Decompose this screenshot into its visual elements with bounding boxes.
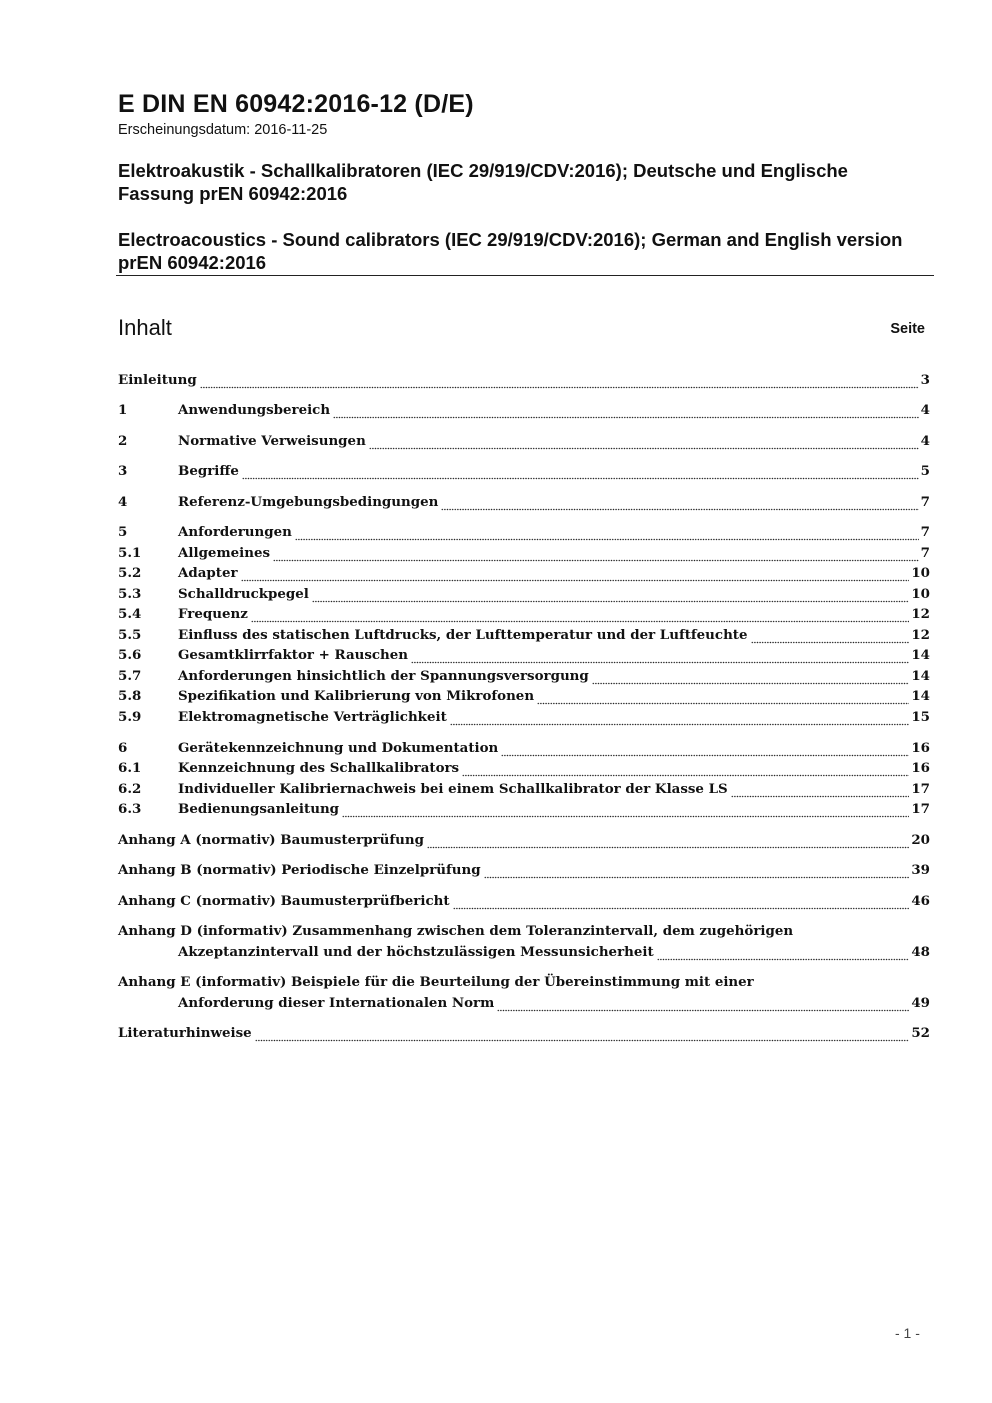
toc-entry-number: 5.6 xyxy=(118,647,142,663)
toc-entry-number: 1 xyxy=(118,402,128,418)
toc-entry-number: 4 xyxy=(118,494,128,510)
toc-entry-text: Spezifikation und Kalibrierung von Mikrofonen xyxy=(178,688,535,704)
toc-entry[interactable] xyxy=(118,1025,930,1045)
toc-entry-text: Referenz-Umgebungsbedingungen xyxy=(178,494,439,510)
toc-entry[interactable] xyxy=(118,545,930,565)
toc-dot-leader xyxy=(295,535,919,541)
toc-entry-page: 17 xyxy=(911,801,930,817)
toc-entry-line[interactable] xyxy=(118,944,930,964)
document-id: E DIN EN 60942:2016-12 (D/E) xyxy=(118,90,474,118)
toc-entry-text: Kennzeichnung des Schallkalibrators xyxy=(178,760,460,776)
toc-entry[interactable] xyxy=(118,494,930,514)
toc-entry-number: 3 xyxy=(118,463,128,479)
toc-entry-page: 10 xyxy=(911,586,930,602)
toc-dot-leader xyxy=(592,679,910,685)
toc-entry-page: 14 xyxy=(911,647,930,663)
toc-entry-text: Anhang C (normativ) Baumusterprüfbericht xyxy=(118,893,450,909)
toc-dot-leader xyxy=(369,444,919,450)
toc-entry-page: 10 xyxy=(911,565,930,581)
toc-entry-text: Anhang A (normativ) Baumusterprüfung xyxy=(118,832,424,848)
toc-entry-number: 5.4 xyxy=(118,606,142,622)
toc-entry-number: 5.9 xyxy=(118,709,142,725)
toc-entry-number: 6.1 xyxy=(118,760,142,776)
toc-entry-number: 5.5 xyxy=(118,627,142,643)
toc-entry-number: 6.3 xyxy=(118,801,142,817)
title-german: Elektroakustik - Schallkalibratoren (IEC 29/919/CDV:2016); Deutsche und Englische Fassung prEN 60942:2016 xyxy=(118,160,848,204)
toc-entry-text: Anhang B (normativ) Periodische Einzelprüfung xyxy=(118,862,481,878)
toc-entry-text: Anhang D (informativ) Zusammenhang zwischen dem Toleranzintervall, dem zugehörigen xyxy=(118,923,794,939)
toc-entry-text: Akzeptanzintervall und der höchstzulässigen Messunsicherheit xyxy=(178,944,654,960)
toc-entry[interactable] xyxy=(118,433,930,453)
toc-entry-number: 5.7 xyxy=(118,668,142,684)
toc-entry[interactable] xyxy=(118,709,930,729)
toc-entry-page: 16 xyxy=(911,740,930,756)
toc-entry-page: 39 xyxy=(911,862,930,878)
toc-heading: Inhalt xyxy=(118,315,172,340)
toc-entry[interactable] xyxy=(118,760,930,780)
toc-dot-leader xyxy=(731,792,910,798)
toc-entry[interactable] xyxy=(118,893,930,913)
toc-entry-text: Literaturhinweise xyxy=(118,1025,252,1041)
toc-entry[interactable] xyxy=(118,862,930,882)
toc-entry-text: Anforderungen hinsichtlich der Spannungsversorgung xyxy=(178,668,589,684)
toc-dot-leader xyxy=(497,1006,909,1012)
toc-entry-page: 14 xyxy=(911,688,930,704)
toc-entry-text: Anforderung dieser Internationalen Norm xyxy=(178,995,495,1011)
toc-dot-leader xyxy=(333,413,919,419)
toc-dot-leader xyxy=(411,658,909,664)
toc-entry[interactable] xyxy=(118,524,930,544)
toc-entry-text: Einfluss des statischen Luftdrucks, der Lufttemperatur und der Luftfeuchte xyxy=(178,627,748,643)
toc-entry[interactable] xyxy=(118,372,930,392)
toc-entry-page: 4 xyxy=(920,433,930,449)
toc-entry-text: Anwendungsbereich xyxy=(178,402,331,418)
toc-dot-leader xyxy=(255,1036,910,1042)
toc-entry-page: 7 xyxy=(920,545,930,561)
title-english: Electroacoustics - Sound calibrators (IEC 29/919/CDV:2016); German and English version prEN 60942:2016 xyxy=(118,229,903,273)
toc-entry-page: 15 xyxy=(911,709,930,725)
toc-entry[interactable] xyxy=(118,740,930,760)
toc-entry-number: 5.1 xyxy=(118,545,142,561)
toc-entry[interactable] xyxy=(118,832,930,852)
toc-entry-text: Anhang E (informativ) Beispiele für die Beurteilung der Übereinstimmung mit einer xyxy=(118,974,754,990)
toc-dot-leader xyxy=(273,556,919,562)
toc-dot-leader xyxy=(453,904,910,910)
toc-entry-page: 4 xyxy=(920,402,930,418)
toc-dot-leader xyxy=(342,812,909,818)
toc-entry[interactable] xyxy=(118,565,930,585)
toc-entry-text: Normative Verweisungen xyxy=(178,433,366,449)
toc-dot-leader xyxy=(462,771,909,777)
toc-entry-text: Individueller Kalibriernachweis bei einem Schallkalibrator der Klasse LS xyxy=(178,781,728,797)
toc-entry-page: 5 xyxy=(920,463,930,479)
toc-entry-number: 5.3 xyxy=(118,586,142,602)
publication-date: Erscheinungsdatum: 2016-11-25 xyxy=(118,122,328,138)
toc-entry[interactable] xyxy=(118,606,930,626)
toc-entry-page: 46 xyxy=(911,893,930,909)
toc-dot-leader xyxy=(537,699,909,705)
toc-page-label: Seite xyxy=(890,321,925,337)
toc-entry-page: 49 xyxy=(911,995,930,1011)
toc-entry-number: 5.8 xyxy=(118,688,142,704)
toc-entry-line[interactable] xyxy=(118,995,930,1015)
page-number: - 1 - xyxy=(895,1325,920,1341)
toc-entry-number: 5.2 xyxy=(118,565,142,581)
toc-dot-leader xyxy=(501,751,909,757)
toc-dot-leader xyxy=(484,873,910,879)
toc-dot-leader xyxy=(242,474,919,480)
toc-entry[interactable] xyxy=(118,402,930,422)
toc-entry[interactable] xyxy=(118,688,930,708)
toc-entry-page: 17 xyxy=(911,781,930,797)
toc-entry[interactable] xyxy=(118,801,930,821)
toc-entry-text: Gesamtklirrfaktor + Rauschen xyxy=(178,647,409,663)
toc-entry-page: 7 xyxy=(920,524,930,540)
toc-entry-text: Allgemeines xyxy=(178,545,271,561)
toc-entry-page: 12 xyxy=(911,606,930,622)
toc-entry-page: 12 xyxy=(911,627,930,643)
toc-entry[interactable] xyxy=(118,647,930,667)
toc-entry-page: 48 xyxy=(911,944,930,960)
toc-entry-text: Elektromagnetische Verträglichkeit xyxy=(178,709,447,725)
toc-entry-text: Schalldruckpegel xyxy=(178,586,309,602)
header-divider xyxy=(116,275,934,276)
toc-entry-page: 52 xyxy=(911,1025,930,1041)
toc-dot-leader xyxy=(450,720,910,726)
toc-entry-line[interactable] xyxy=(118,923,930,943)
toc-dot-leader xyxy=(427,843,909,849)
toc-entry[interactable] xyxy=(118,781,930,801)
toc-entry-text: Adapter xyxy=(178,565,238,581)
toc-dot-leader xyxy=(312,597,910,603)
toc-entry[interactable] xyxy=(118,627,930,647)
toc-entry-page: 3 xyxy=(920,372,930,388)
toc-dot-leader xyxy=(251,617,910,623)
toc-entry-number: 6.2 xyxy=(118,781,142,797)
toc-entry-text: Anforderungen xyxy=(178,524,292,540)
toc-dot-leader xyxy=(241,576,910,582)
toc-entry-page: 7 xyxy=(920,494,930,510)
toc-entry-text: Bedienungsanleitung xyxy=(178,801,340,817)
toc-entry[interactable] xyxy=(118,463,930,483)
toc-entry-line[interactable] xyxy=(118,974,930,994)
toc-entry[interactable] xyxy=(118,586,930,606)
toc-dot-leader xyxy=(200,383,919,389)
toc-entry-text: Gerätekennzeichnung und Dokumentation xyxy=(178,740,499,756)
toc-entry-page: 14 xyxy=(911,668,930,684)
toc-dot-leader xyxy=(441,505,918,511)
toc-dot-leader xyxy=(657,955,910,961)
toc-entry-text: Einleitung xyxy=(118,372,197,388)
toc-entry-page: 16 xyxy=(911,760,930,776)
toc-dot-leader xyxy=(751,638,910,644)
toc-entry-text: Frequenz xyxy=(178,606,248,622)
toc-entry-number: 2 xyxy=(118,433,128,449)
toc-entry-page: 20 xyxy=(911,832,930,848)
toc-entry[interactable] xyxy=(118,668,930,688)
toc-entry-text: Begriffe xyxy=(178,463,239,479)
toc-entry-number: 6 xyxy=(118,740,128,756)
toc-entry-number: 5 xyxy=(118,524,128,540)
